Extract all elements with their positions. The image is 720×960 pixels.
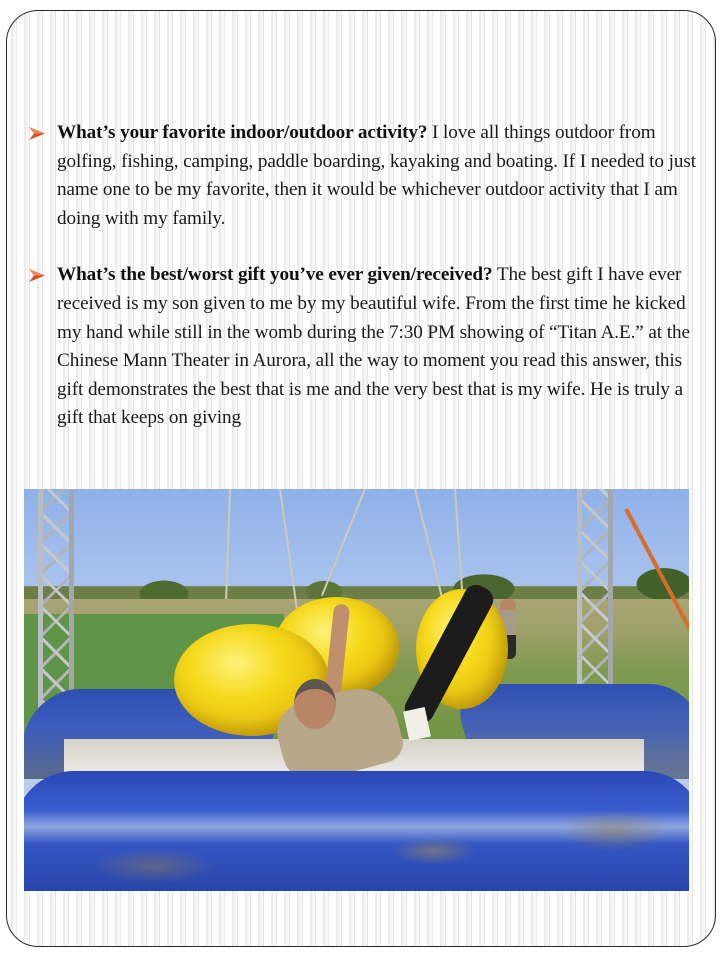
answer-text: I love all things outdoor from golfing, fishing, camping, paddle boarding, kayaking and boating. If I needed to just name one to be my favorite, then it would be whichever outdoor activity that I am doing with my family.: [57, 122, 696, 229]
bullet-item-best-gift: [29, 261, 699, 433]
photo-inflatable-front: [24, 771, 689, 891]
question-text: What’s your favorite indoor/outdoor activity?: [57, 122, 428, 143]
photo-person-head: [294, 679, 336, 729]
bullet-list: [29, 119, 699, 433]
photo-truss-tower: [577, 489, 613, 704]
answer-text: The best gift I have ever received is my son given to me by my beautiful wife. From the first time he kicked my hand while still in the womb during the 7:30 PM showing of “Titan A.E.” at the Chinese Mann Theater in Aurora, all the way to moment you read this answer, this gift demonstrates the best that is me and the very best that is my wife. He is truly a gift that keeps on giving: [57, 264, 690, 429]
arrow-bullet-icon: [29, 127, 45, 140]
question-text: What’s the best/worst gift you’ve ever given/received?: [57, 264, 493, 286]
slide-frame: [6, 10, 716, 947]
obstacle-course-photo: [24, 489, 689, 891]
bullet-item-favorite-activity: [29, 119, 699, 233]
arrow-bullet-icon: [29, 269, 45, 282]
